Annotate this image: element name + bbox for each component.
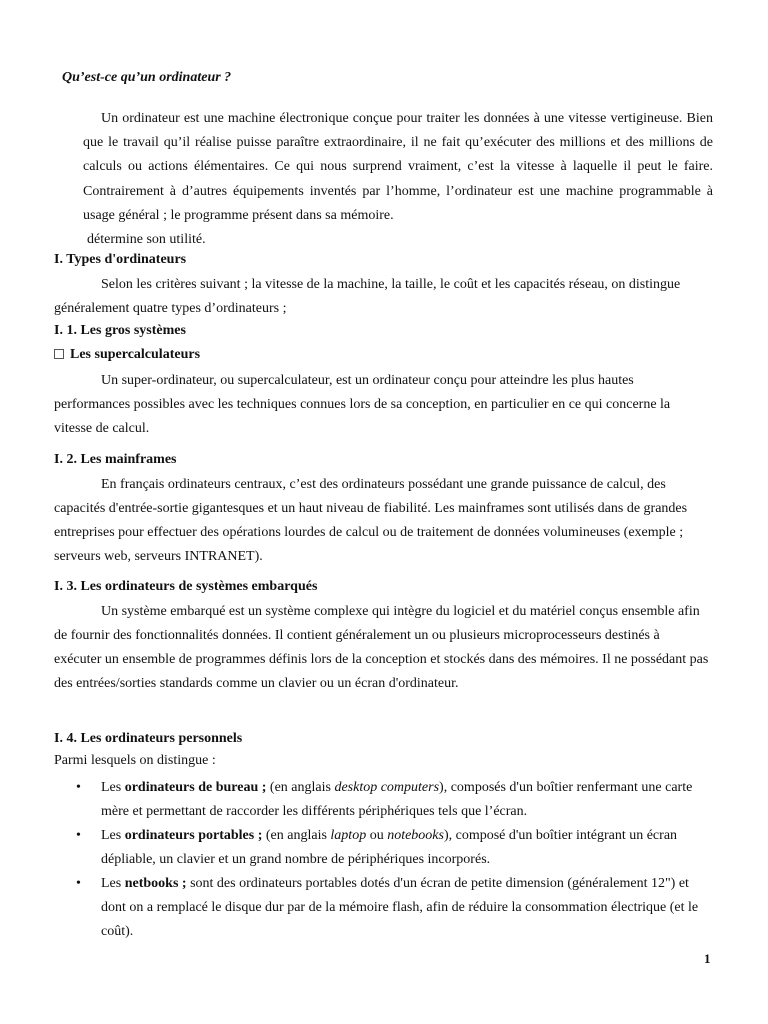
personnels-lead: Parmi lesquels on distingue : xyxy=(54,753,216,768)
section-heading-personnels: I. 4. Les ordinateurs personnels xyxy=(54,731,243,746)
bullet-bold-term: ordinateurs portables ; xyxy=(124,828,263,843)
bullet-bold-term: ordinateurs de bureau ; xyxy=(124,780,267,795)
mainframes-paragraph xyxy=(54,473,710,569)
checkbox-glyph-icon xyxy=(54,349,64,359)
subheading-supercalculateurs xyxy=(54,347,200,363)
embarques-paragraph xyxy=(54,600,710,696)
document-title: Qu’est-ce qu’un ordinateur ? xyxy=(62,70,232,85)
subheading-supercalculateurs-label: Les supercalculateurs xyxy=(70,347,201,362)
section-types-text: Selon les critères suivant ; la vitesse de la machine, la taille, le coût et les capacités réseau, on distingue généralement quatre types d’ordinateurs ; xyxy=(54,277,681,316)
section-heading-mainframes: I. 2. Les mainframes xyxy=(54,452,177,467)
embarques-text: Un système embarqué est un système complexe qui intègre du logiciel et du matériel conçus ensemble afin de fournir des fonctionnalités données. Il contient généralement un ou plusieurs microprocesseurs destinés à exécuter un ensemble de programmes définis lors de la conception et stockés dans des mémoires. Il ne possédant pas des entrées/sorties standards comme un clavier ou un écran d'ordinateur. xyxy=(54,604,709,691)
section-heading-types: I. Types d'ordinateurs xyxy=(54,252,187,267)
bullet-icon: • xyxy=(76,780,81,795)
section-heading-gros-systemes: I. 1. Les gros systèmes xyxy=(54,323,186,338)
page-number: 1 xyxy=(704,951,711,966)
supercalculateurs-paragraph xyxy=(54,369,710,441)
section-heading-embarques: I. 3. Les ordinateurs de systèmes embarqués xyxy=(54,579,318,594)
list-item: • Les ordinateurs portables ; (en anglais laptop ou notebooks), composé d'un boîtier intégrant un écran dépliable, un clavier et un grand nombre de périphériques incorporés. xyxy=(54,824,714,872)
bullet-english-term: notebooks xyxy=(387,828,444,843)
intro-text: Un ordinateur est une machine électronique conçue pour traiter les données à une vitesse vertigineuse. Bien que le travail qu’il réalise puisse paraître extraordinaire, il ne fait qu’exécuter des millions et des millions de calculs ou actions élémentaires. Ce qui nous surprend vraiment, c’est la vitesse à laquelle il peut le faire. Contrairement à d’autres équipements inventés par l’homme, l’ordinateur est une machine programmable à usage général ; le programme présent dans sa mémoire. xyxy=(83,111,713,223)
intro-tail: détermine son utilité. xyxy=(87,232,206,248)
list-item: • Les ordinateurs de bureau ; (en anglais desktop computers), composés d'un boîtier renfermant une carte mère et permettant de raccorder les différents périphériques tels que l’écran. xyxy=(54,776,714,824)
intro-paragraph xyxy=(83,107,713,252)
bullet-icon: • xyxy=(76,828,81,843)
personnels-bullet-list xyxy=(54,776,714,944)
bullet-icon: • xyxy=(76,876,81,891)
list-item: • Les netbooks ; sont des ordinateurs portables dotés d'un écran de petite dimension (généralement 12") et dont on a remplacé le disque dur par de la mémoire flash, afin de réduire la consommation électrique (et le coût). xyxy=(54,872,714,944)
bullet-bold-term: netbooks ; xyxy=(124,876,187,891)
supercalculateurs-text: Un super-ordinateur, ou supercalculateur, est un ordinateur conçu pour atteindre les plus hautes performances possibles avec les techniques connues lors de sa conception, en particulier en ce qui concerne la vitesse de calcul. xyxy=(54,373,671,436)
mainframes-text: En français ordinateurs centraux, c’est des ordinateurs possédant une grande puissance de calcul, des capacités d'entrée-sortie gigantesques et un haut niveau de fiabilité. Les mainframes sont utilisés dans de grandes entreprises pour effectuer des opérations lourdes de calcul ou de traitement de données volumineuses (exemple ; serveurs web, serveurs INTRANET). xyxy=(54,477,688,564)
section-types-paragraph xyxy=(54,273,710,321)
bullet-english-term: desktop computers xyxy=(334,780,440,795)
bullet-english-term: laptop xyxy=(330,828,367,843)
